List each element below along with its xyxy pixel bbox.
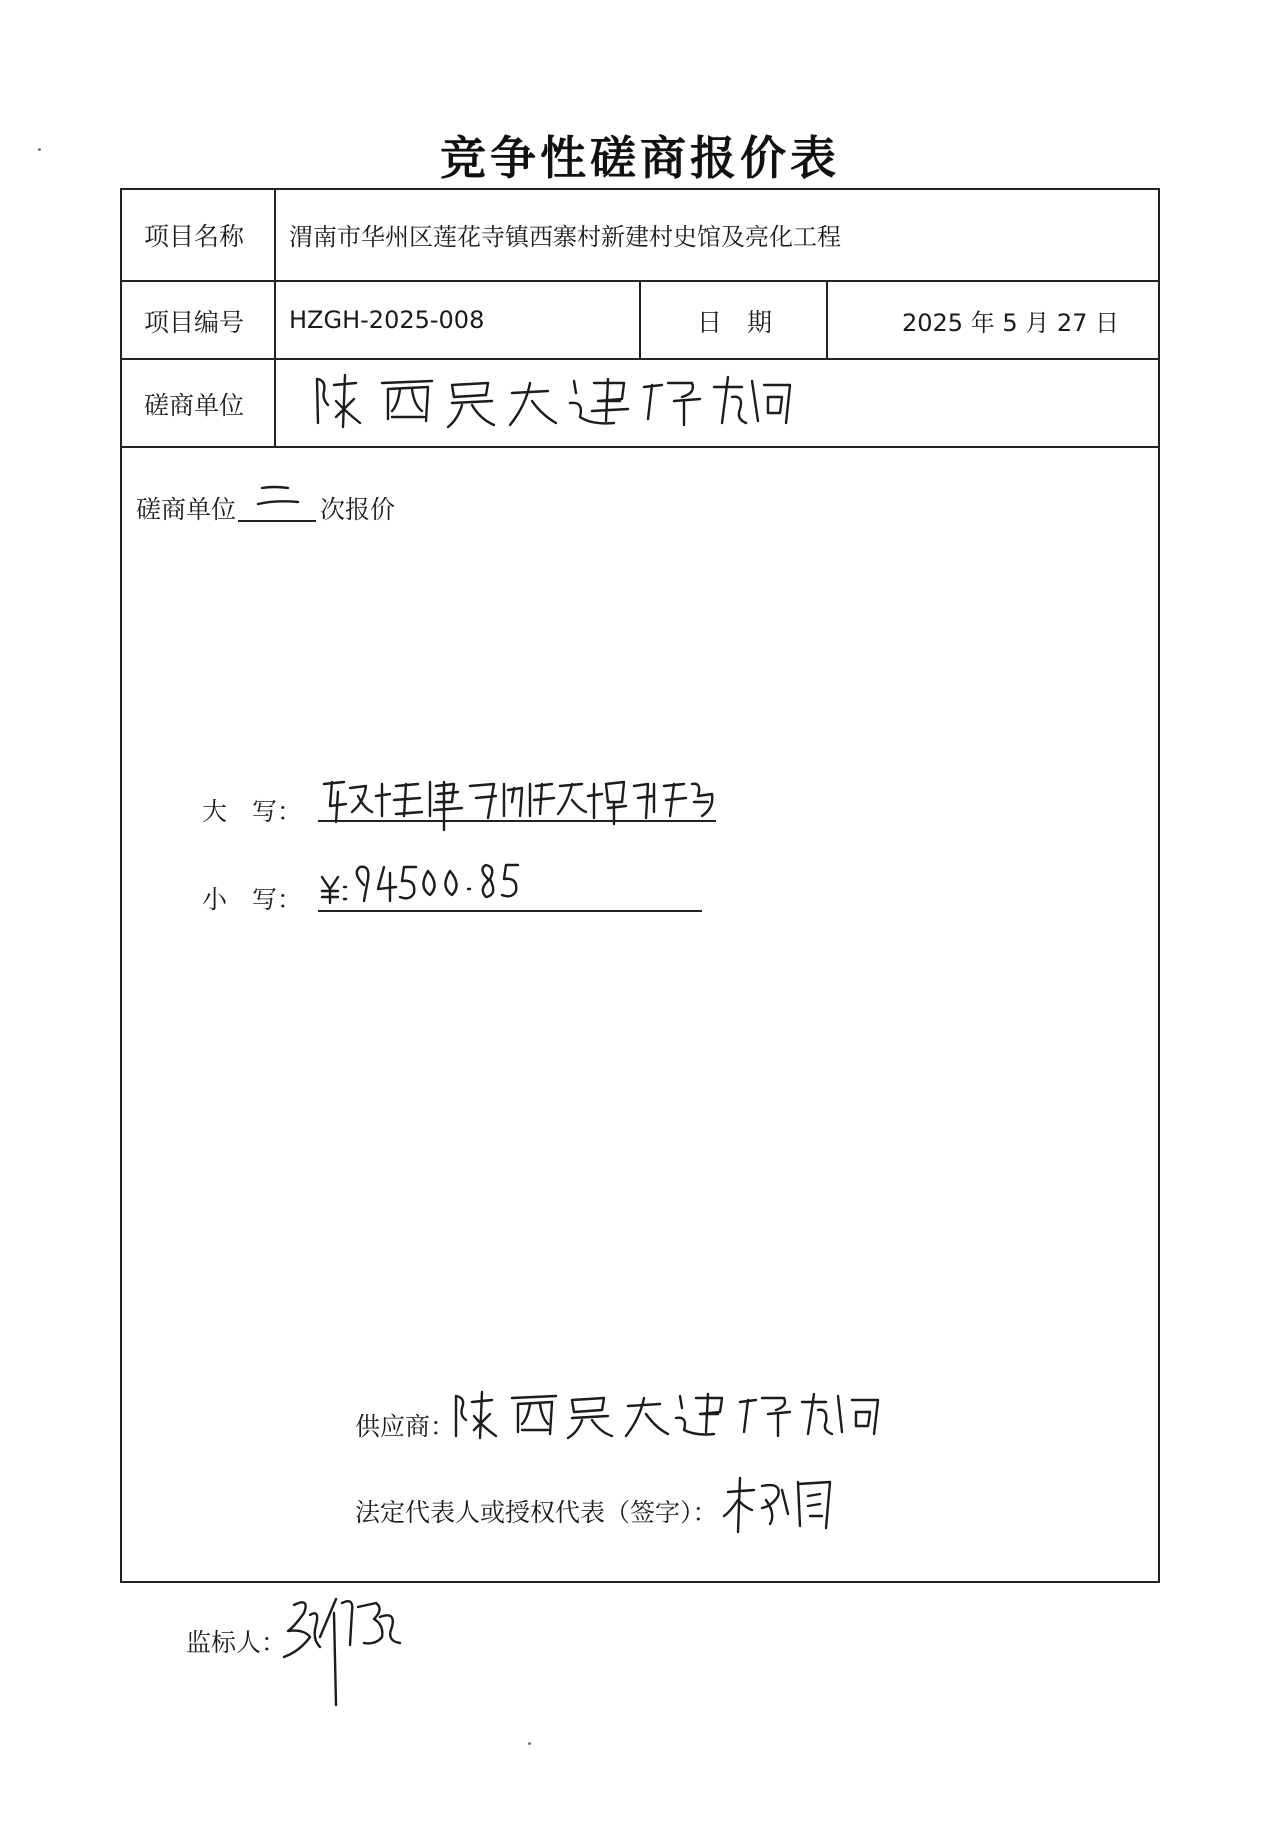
- project-name-value: 渭南市华州区莲花寺镇西寨村新建村史馆及亮化工程: [289, 223, 841, 251]
- project-no-label: 项目编号: [144, 308, 245, 337]
- project-name-label: 项目名称: [144, 222, 245, 251]
- amount-upper-label: 大 写：: [202, 797, 303, 826]
- vendor-handwritten-signature: [312, 365, 792, 435]
- column-divider: [639, 280, 641, 358]
- supervisor-label: 监标人：: [186, 1628, 287, 1657]
- quotation-form-table: [120, 188, 1160, 1583]
- supplier-label: 供应商：: [355, 1412, 456, 1441]
- amount-lower-underline: [318, 910, 702, 912]
- supplier-handwritten-signature: [452, 1384, 882, 1446]
- amount-upper-underline: [318, 820, 716, 822]
- round-handwritten-value: [254, 480, 300, 510]
- row-divider: [122, 358, 1158, 360]
- date-label: 日 期: [697, 308, 773, 337]
- round-suffix-label: 次报价: [320, 495, 396, 524]
- project-no-value: HZGH-2025-008: [289, 306, 485, 334]
- date-value: 2025 年 5 月 27 日: [902, 309, 1120, 337]
- round-underline: [238, 520, 316, 522]
- round-prefix-label: 磋商单位: [136, 495, 237, 524]
- vendor-label: 磋商单位: [144, 391, 245, 420]
- amount-lower-handwritten-value: [318, 857, 528, 909]
- legal-rep-signature: [722, 1470, 842, 1540]
- row-divider: [122, 446, 1158, 448]
- legal-rep-label: 法定代表人或授权代表（签字）：: [355, 1498, 718, 1527]
- column-divider: [274, 190, 276, 446]
- amount-lower-label: 小 写：: [202, 885, 303, 914]
- amount-upper-handwritten-value: [318, 772, 724, 834]
- supervisor-signature: [280, 1585, 420, 1715]
- column-divider: [826, 280, 828, 358]
- document-title: 竞争性磋商报价表: [440, 131, 840, 185]
